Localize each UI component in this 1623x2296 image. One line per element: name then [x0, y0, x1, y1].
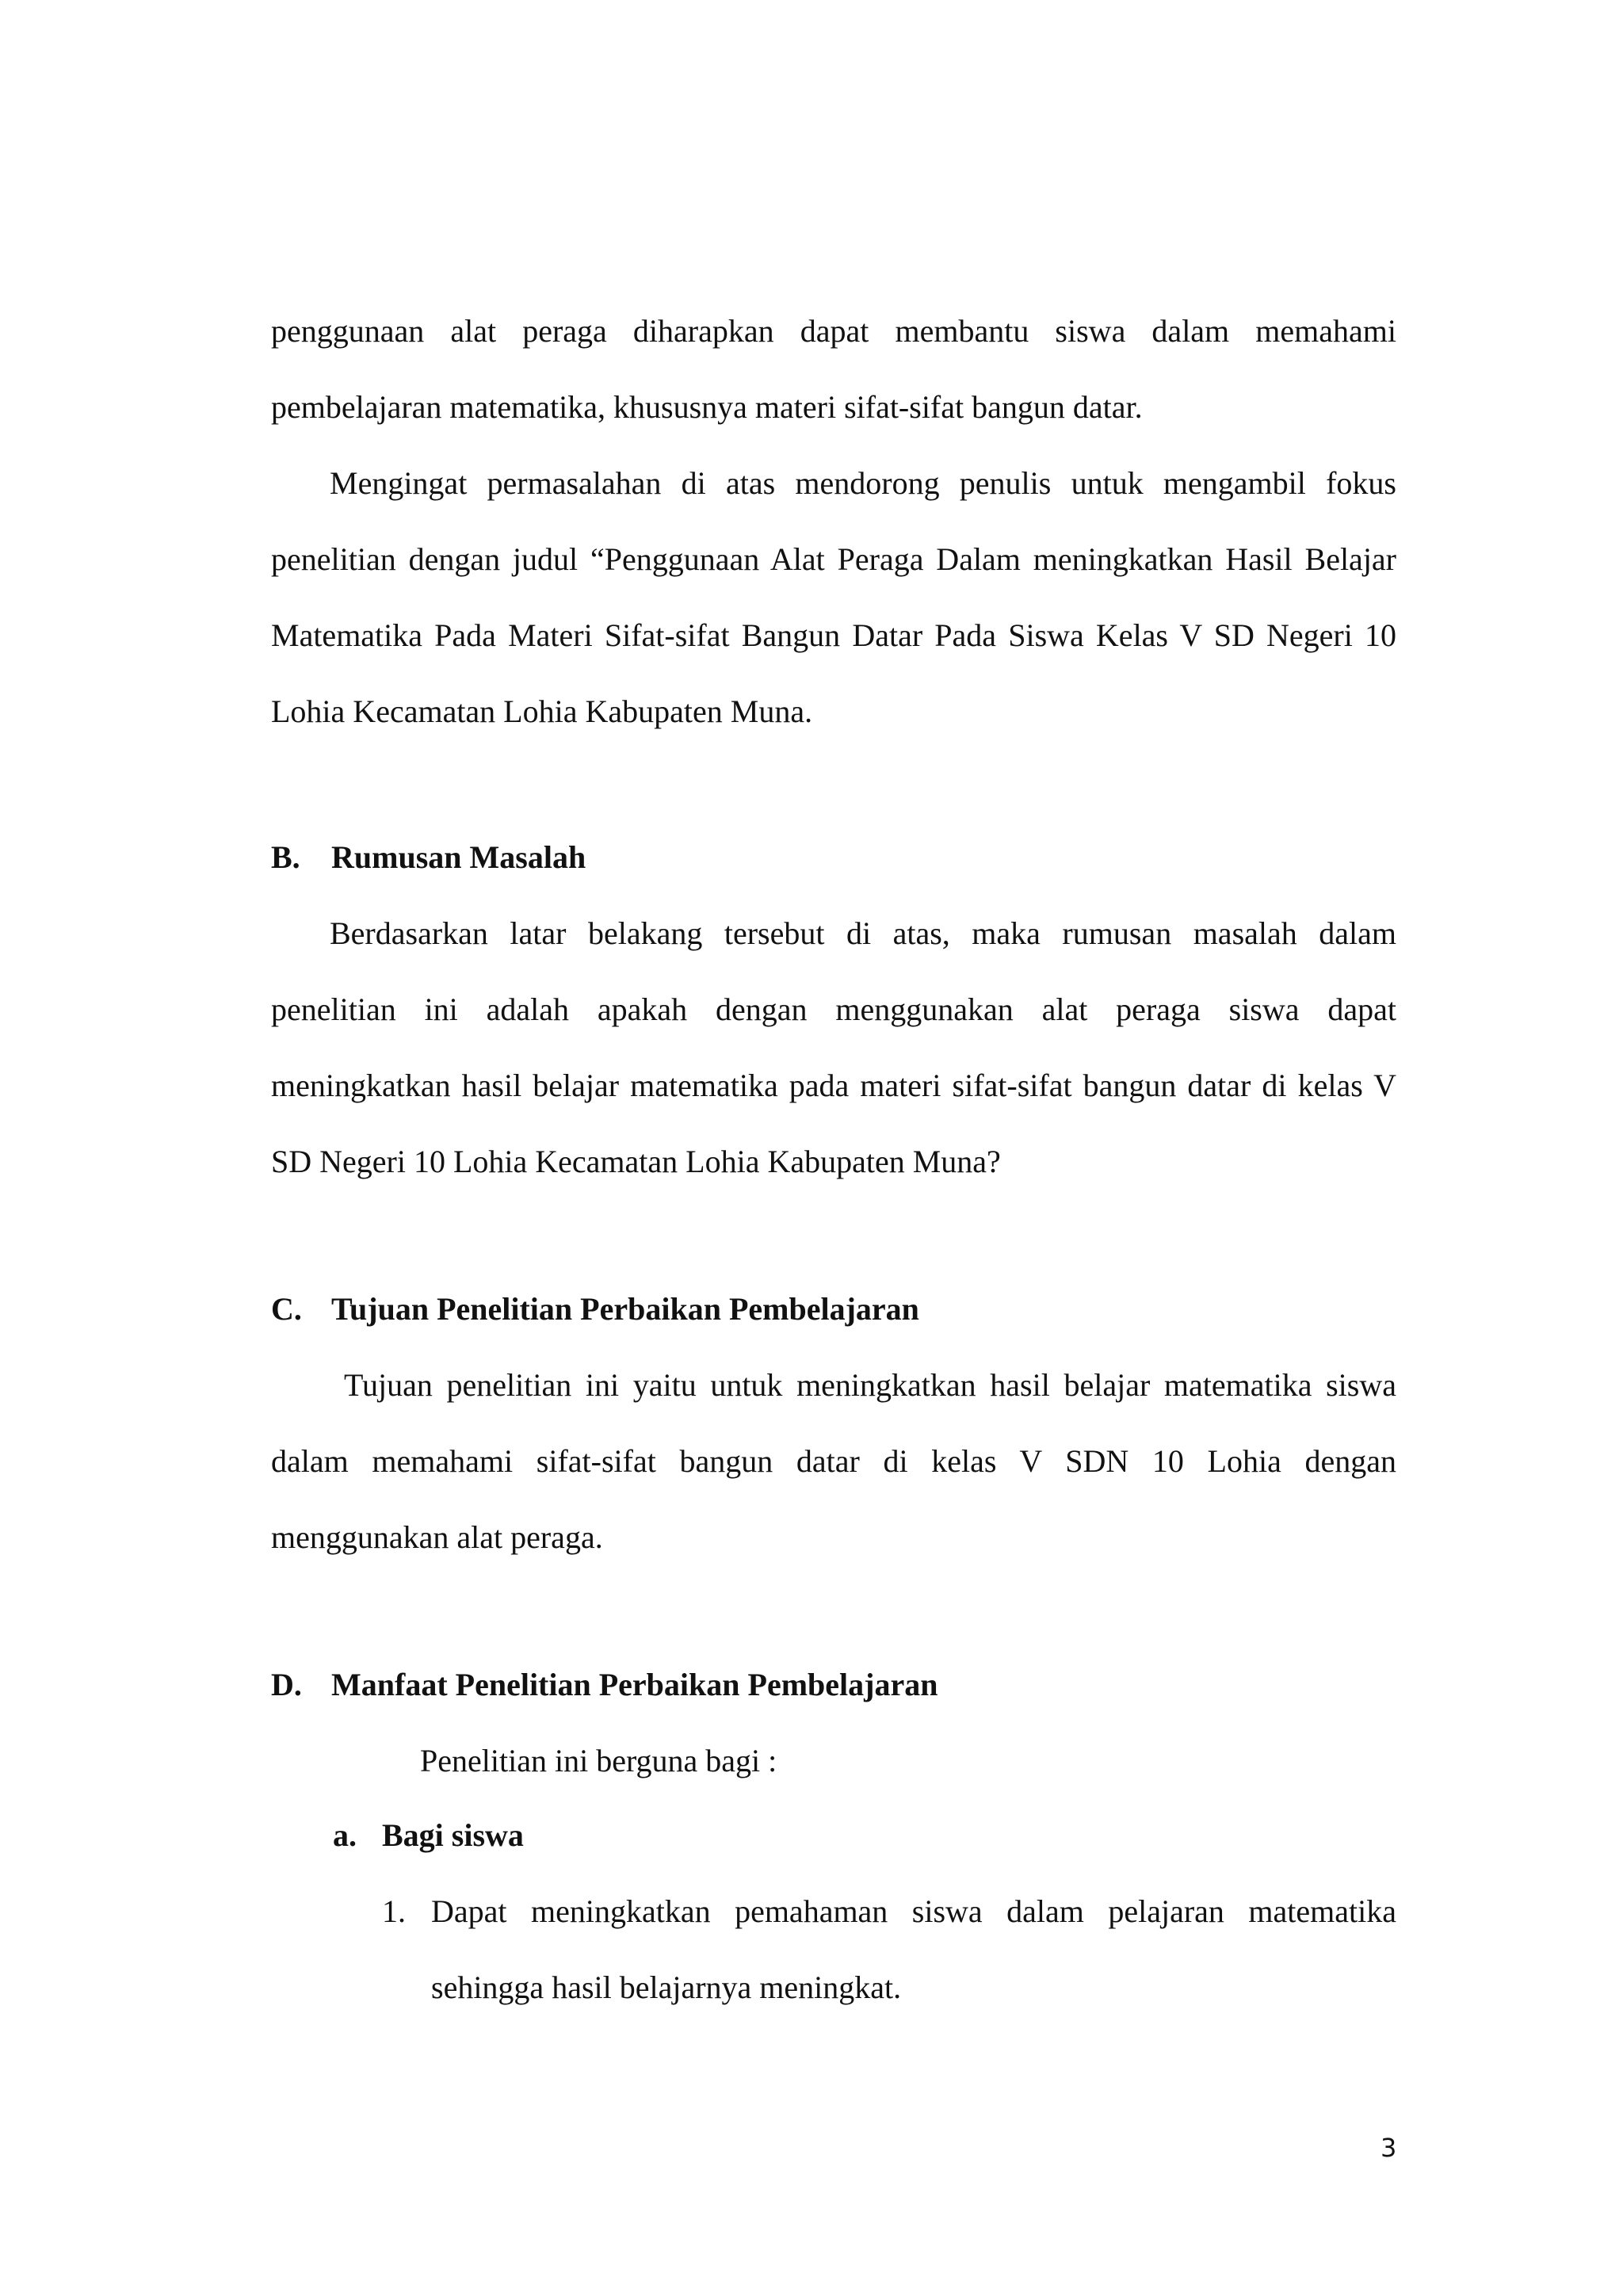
paragraph-intro-end: penggunaan alat peraga diharapkan dapat membantu siswa dalam memahami pembelajaran matematika, khususnya materi sifat-sifat bangun datar. — [271, 313, 1396, 425]
manfaat-intro: Penelitian ini berguna bagi : — [420, 1743, 777, 1778]
list-item-text: Dapat meningkatkan pemahaman siswa dalam pelajaran matematika sehingga hasil belajarnya meningkat. — [431, 1893, 1396, 2005]
heading-letter: D. — [271, 1667, 302, 1702]
heading-manfaat-penelitian — [271, 1661, 938, 1709]
heading-title: Tujuan Penelitian Perbaikan Pembelajaran — [331, 1291, 919, 1327]
heading-letter: B. — [271, 839, 300, 875]
heading-letter: C. — [271, 1291, 302, 1327]
heading-title: Manfaat Penelitian Perbaikan Pembelajaran — [331, 1667, 938, 1702]
list-item-number: 1. — [382, 1893, 406, 1929]
paragraph-focus: Mengingat permasalahan di atas mendorong penulis untuk mengambil fokus penelitian dengan judul “Penggunaan Alat Peraga Dalam meningkatkan Hasil Belajar Matematika Pada Materi Sifat-sifat Bangun Datar Pada Siswa Kelas V SD Negeri 10 Lohia Kecamatan Lohia Kabupaten Muna. — [271, 465, 1396, 729]
heading-tujuan-penelitian — [271, 1286, 919, 1333]
subheading-title: Bagi siswa — [382, 1817, 524, 1853]
paragraph-rumusan-masalah: Berdasarkan latar belakang tersebut di atas, maka rumusan masalah dalam penelitian ini adalah apakah dengan menggunakan alat peraga siswa dapat meningkatkan hasil belajar matematika pada materi sifat-sifat bangun datar di kelas V SD Negeri 10 Lohia Kecamatan Lohia Kabupaten Muna? — [271, 915, 1396, 1179]
heading-title: Rumusan Masalah — [331, 839, 586, 875]
subheading-bagi-siswa — [333, 1812, 524, 1859]
heading-rumusan-masalah — [271, 834, 586, 881]
page-number: 3 — [1381, 2133, 1397, 2163]
subheading-letter: a. — [333, 1817, 357, 1853]
paragraph-tujuan-penelitian: Tujuan penelitian ini yaitu untuk meningkatkan hasil belajar matematika siswa dalam memahami sifat-sifat bangun datar di kelas V SDN 10 Lohia dengan menggunakan alat peraga. — [271, 1367, 1396, 1555]
list-item — [382, 1874, 1396, 2026]
